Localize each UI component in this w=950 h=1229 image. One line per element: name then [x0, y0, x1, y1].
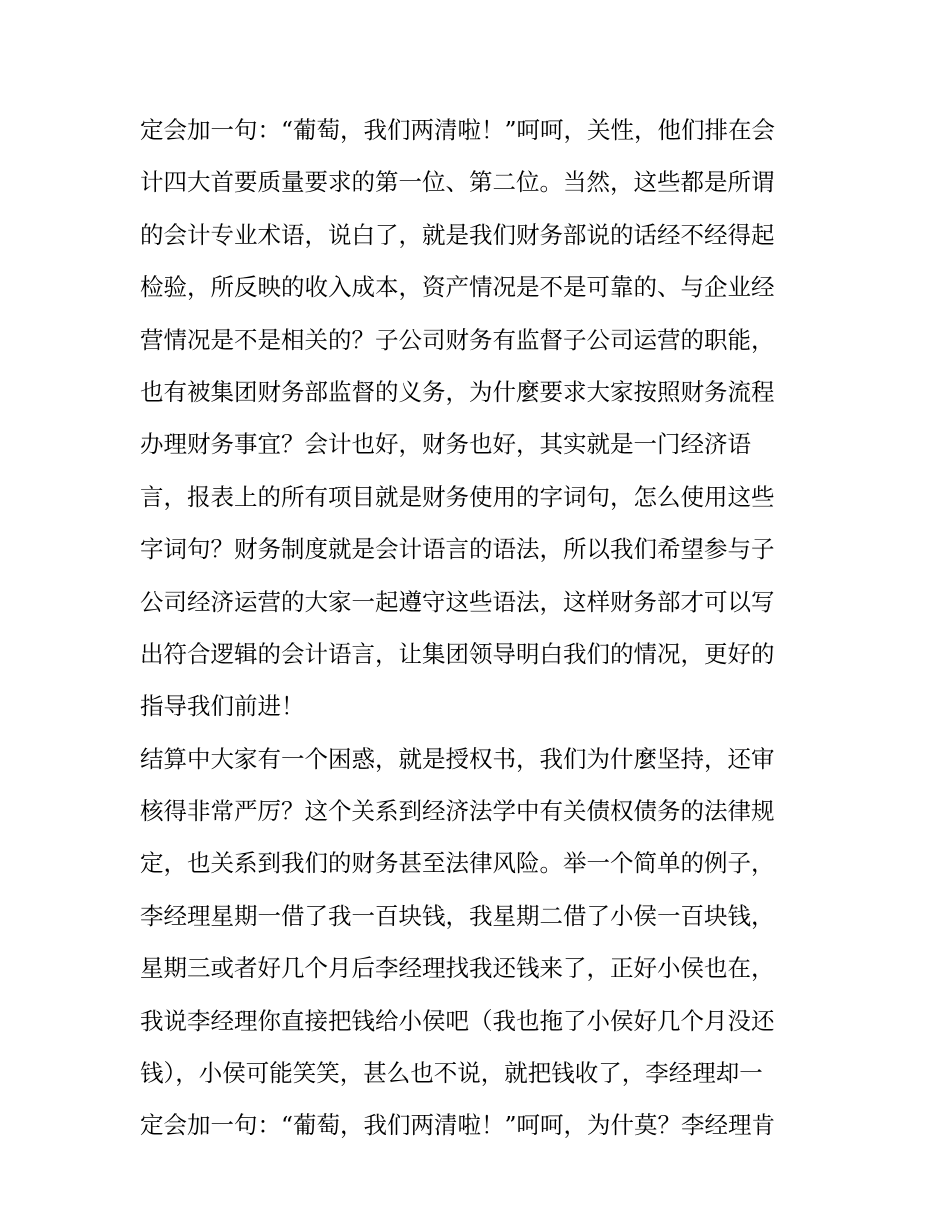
text-line: 星期三或者好几个月后李经理找我还钱来了，正好小侯也在，: [140, 954, 775, 983]
body-text: [140, 104, 820, 1152]
text-line: 公司经济运营的大家一起遵守这些语法，这样财务部才可以写: [140, 587, 775, 616]
text-line: 定会加一句：“葡萄，我们两清啦！”呵呵，关性，他们排在会: [140, 116, 776, 144]
text-line: 办理财务事宜？会计也好，财务也好，其实就是一门经济语: [140, 430, 751, 459]
text-line: 钱），小侯可能笑笑，甚么也不说，就把钱收了，李经理却一: [140, 1059, 763, 1088]
text-line: 我说李经理你直接把钱给小侯吧（我也拖了小侯好几个月没还: [140, 1006, 775, 1035]
text-line: 字词句？财务制度就是会计语言的语法，所以我们希望参与子: [140, 535, 775, 564]
text-line: 营情况是不是相关的？子公司财务有监督子公司运营的职能，: [140, 325, 775, 354]
text-line: 核得非常严厉？这个关系到经济法学中有关债权债务的法律规: [140, 797, 775, 826]
text-line: 指导我们前进！: [140, 692, 305, 721]
text-line: 定，也关系到我们的财务甚至法律风险。举一个简单的例子，: [140, 849, 775, 878]
text-line: 计四大首要质量要求的第一位、第二位。当然，这些都是所谓: [140, 168, 775, 197]
text-line: 李经理星期一借了我一百块钱，我星期二借了小侯一百块钱，: [140, 901, 775, 930]
text-line: 言，报表上的所有项目就是财务使用的字词句，怎么使用这些: [140, 482, 775, 511]
text-line: 定会加一句：“葡萄，我们两清啦！”呵呵，为什莫？李经理肯: [140, 1111, 776, 1140]
text-line: 结算中大家有一个困惑，就是授权书，我们为什麼坚持，还审: [140, 744, 775, 773]
text-line: 的会计专业术语，说白了，就是我们财务部说的话经不经得起: [140, 220, 775, 249]
text-line: 出符合逻辑的会计语言，让集团领导明白我们的情况，更好的: [140, 639, 775, 668]
text-line: 也有被集团财务部监督的义务，为什麼要求大家按照财务流程: [140, 377, 775, 406]
text-line: 检验，所反映的收入成本，资产情况是不是可靠的、与企业经: [140, 273, 775, 302]
